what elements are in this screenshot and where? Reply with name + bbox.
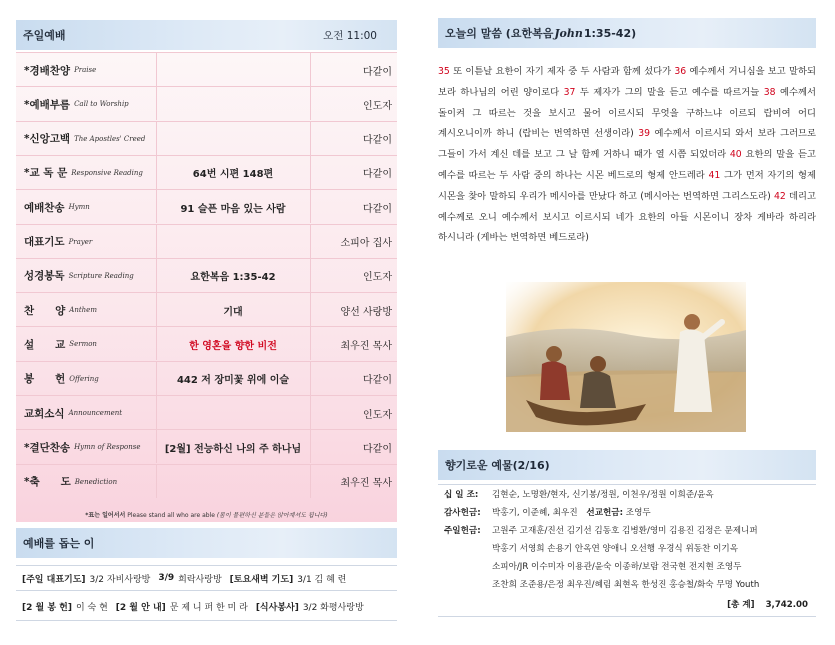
- column-divider: [310, 156, 311, 189]
- service-item-korean: *결단찬송: [24, 441, 71, 454]
- divider: [438, 484, 816, 485]
- service-item-leader: 양선 사랑방: [340, 306, 392, 318]
- service-item-korean: 설 교: [24, 338, 66, 351]
- order-of-service: [16, 52, 397, 522]
- offerings-title: 향기로운 예물(2/16): [445, 459, 550, 472]
- service-item-leader: 다같이: [363, 66, 392, 78]
- helper-value: 3/1 김 혜 련: [297, 574, 347, 585]
- service-item-content: 91 슬픈 마음 있는 사람: [180, 203, 286, 215]
- scripture-title-script: John: [554, 26, 583, 40]
- service-item-title: [24, 465, 117, 499]
- sunday-names-1: 고원주 고재훈/진선 김기선 김동호 김병환/영미 김용진 김정은 문제니퍼: [492, 526, 758, 536]
- offering-total: [727, 598, 808, 610]
- service-item-content: [156, 225, 310, 259]
- service-item-title: [24, 156, 143, 190]
- offerings-header: [438, 450, 816, 480]
- helper-value: 희락사랑방: [178, 574, 222, 585]
- verse-text: 데리고 예수께로 오니 예수께서 보시고 이르시되 네가 요한의 아들 시몬이니 장차 게바라 하리라 하시니라 (게바는 번역하면 베드로라): [438, 190, 816, 244]
- verse-number: 41: [708, 169, 721, 181]
- service-item-content: 64번 시편 148편: [192, 169, 274, 181]
- service-item-korean: 찬 양: [24, 304, 66, 317]
- footnote-bold: *표는 일어서서: [85, 512, 126, 519]
- helper-label: [2 월 안 내]: [115, 602, 166, 613]
- verse-number: 38: [763, 86, 776, 98]
- service-item-content: [156, 53, 310, 87]
- verse-number: 35: [438, 66, 450, 77]
- column-divider: [310, 122, 311, 155]
- service-item-leader: 다같이: [363, 443, 392, 455]
- helpers-section: [16, 565, 397, 623]
- service-item-korean: *경배찬양: [24, 64, 71, 77]
- column-divider: [310, 362, 311, 395]
- service-row: [16, 52, 397, 86]
- service-item-leader: 다같이: [363, 375, 392, 387]
- service-item-title: [24, 259, 134, 293]
- verse-number: 39: [638, 128, 651, 140]
- service-row: [16, 258, 397, 292]
- column-divider: [310, 293, 311, 326]
- service-item-title: [24, 190, 90, 224]
- service-item-leader: 최우진 목사: [340, 478, 392, 490]
- verse-number: 42: [773, 190, 786, 202]
- scripture-title-suffix: 1:35-42): [583, 26, 637, 40]
- divider: [16, 565, 397, 566]
- service-item-title: [24, 362, 99, 396]
- tithe-label-text: 십 일 조:: [444, 490, 479, 500]
- service-item-title: [24, 430, 140, 464]
- service-item-korean: 예배찬송: [24, 201, 65, 214]
- service-item-content: 한 영혼을 향한 비전: [189, 340, 277, 352]
- service-item-leader: 인도자: [363, 409, 392, 421]
- service-item-english: Prayer: [68, 237, 93, 246]
- service-item-content: [2월] 전능하신 나의 주 하나님: [164, 443, 302, 455]
- service-item-english: Announcement: [68, 409, 123, 417]
- footnote-italic: (몸이 불편하신 분들은 앉아계셔도 됩니다): [216, 512, 328, 519]
- service-item-content: 442 저 장미꽃 위에 이슬: [176, 375, 290, 387]
- helper-value: 3/2 자비사랑방: [89, 574, 151, 585]
- service-item-title: [24, 327, 97, 361]
- column-divider: [310, 327, 311, 360]
- column-divider: [310, 259, 311, 292]
- verse-text: 요한의 말을 듣고 예수를 따르는 두 사람 중의 하나는 시몬 베드로의 형제 안드레라: [438, 149, 816, 181]
- service-item-content: [156, 465, 310, 499]
- service-item-korean: 교회소식: [24, 407, 65, 420]
- service-item-korean: *예배부름: [24, 98, 71, 111]
- service-row: [16, 429, 397, 463]
- service-item-content: [156, 122, 310, 156]
- service-item-english: Responsive Reading: [71, 168, 143, 177]
- service-item-leader: 최우진 목사: [340, 340, 392, 352]
- divider: [16, 620, 397, 621]
- service-item-english: Praise: [74, 66, 97, 74]
- service-item-korean: 봉 헌: [24, 373, 66, 386]
- service-row: [16, 326, 397, 360]
- service-item-english: Anthem: [69, 306, 97, 315]
- scripture-header: [438, 18, 816, 48]
- service-item-title: [24, 225, 92, 259]
- service-item-content: 요한복음 1:35-42: [190, 272, 276, 284]
- helper-label: [2 월 봉 헌]: [22, 602, 72, 613]
- sunday-label: [444, 523, 486, 541]
- service-row: [16, 121, 397, 155]
- service-item-korean: *교 독 문: [24, 167, 68, 180]
- verse-text: 예수께서 이르시되 와서 보라 그러므로 그들이 가서 계신 데를 보고 그 날 함께 거하니 때가 열 시쯤 되었더라: [438, 128, 817, 161]
- thanks-label-text: 감사헌금:: [444, 508, 481, 518]
- service-item-title: [24, 87, 129, 121]
- verse-text: 두 제자가 그의 말을 듣고 예수를 따르거늘: [579, 86, 760, 98]
- column-divider: [310, 87, 311, 120]
- service-item-english: Benediction: [74, 477, 118, 486]
- column-divider: [310, 396, 311, 429]
- helper-label: 3/9: [158, 573, 175, 583]
- service-item-leader: 인도자: [363, 100, 392, 112]
- verse-text: 예수께서 거니심을 보고 말하되 보라 하나님의 어린 양이로다: [438, 66, 816, 98]
- service-item-content: [156, 87, 310, 121]
- thanks-label: [444, 505, 486, 523]
- helpers-header: [16, 528, 397, 558]
- helpers-title: 예배를 돕는 이: [23, 537, 95, 550]
- thanks-names: 박홍기, 이준혜, 최우진: [492, 508, 578, 518]
- total-label: [총 계]: [727, 600, 755, 610]
- service-item-english: Sermon: [69, 340, 97, 349]
- service-item-title: [24, 396, 122, 430]
- service-item-korean: *신앙고백: [24, 133, 71, 146]
- tithe-names: 김현순, 노명환/현자, 신기봉/정원, 이천우/정원 이희준/윤옥: [492, 490, 714, 500]
- jesus-calls-disciples-painting: [506, 282, 746, 432]
- column-divider: [310, 465, 311, 498]
- mission-label: 선교헌금:: [586, 508, 624, 518]
- column-divider: [310, 190, 311, 223]
- verse-number: 40: [729, 149, 742, 161]
- helper-value: 이 숙 현: [75, 602, 108, 613]
- helpers-row-1: [22, 569, 354, 587]
- service-item-content: [156, 396, 310, 430]
- mission-names: 조영두: [625, 508, 651, 518]
- service-item-title: [24, 53, 96, 87]
- service-item-english: Call to Worship: [74, 100, 129, 109]
- service-item-english: The Apostles' Creed: [74, 134, 146, 143]
- helper-label: [토요새벽 기도]: [229, 574, 294, 585]
- offerings-section: [438, 484, 816, 618]
- service-title: 주일예배: [23, 29, 66, 42]
- divider: [16, 590, 397, 591]
- verse-number: 37: [563, 86, 576, 98]
- helper-label: [식사봉사]: [255, 602, 299, 613]
- helper-label: [주일 대표기도]: [22, 574, 86, 585]
- service-header: [16, 20, 397, 50]
- scripture-title-prefix: 오늘의 말씀 (요한복음: [445, 27, 554, 40]
- helper-value: 문 제 니 퍼 한 미 라: [169, 602, 248, 613]
- service-item-leader: 다같이: [363, 135, 392, 147]
- verse-text: 그가 먼저 자기의 형제 시몬을 찾아 말하되 우리가 메시아를 만났다 하고 (메시아는 번역하면 그리스도라): [438, 169, 816, 202]
- divider: [438, 616, 816, 617]
- service-item-korean: 성경봉독: [24, 270, 65, 283]
- sunday-names-4: 조찬희 조준용/은정 최우진/혜림 최현옥 한성진 홍승철/화숙 무명 Youth: [492, 580, 760, 590]
- sunday-names-3: 소피아/JR 이수미자 이용관/윤숙 이종하/보람 전국현 전지현 조영두: [492, 562, 742, 572]
- column-divider: [310, 430, 311, 463]
- service-row: [16, 189, 397, 223]
- helpers-row-2: [22, 597, 372, 615]
- thanks-row: [492, 505, 651, 523]
- service-time: 오전 11:00: [323, 29, 377, 42]
- service-row: [16, 464, 397, 498]
- footnote-text: Please stand all who are able: [125, 512, 217, 519]
- scripture-text: [438, 62, 816, 249]
- stand-footnote: [16, 510, 397, 519]
- service-item-leader: 인도자: [363, 272, 392, 284]
- column-divider: [310, 225, 311, 258]
- service-row: [16, 395, 397, 429]
- helper-value: 3/2 화평사랑방: [302, 602, 364, 613]
- service-row: [16, 224, 397, 258]
- service-item-title: [24, 122, 145, 156]
- sunday-label-text: 주일헌금:: [444, 526, 481, 536]
- service-item-korean: *축 도: [24, 476, 71, 489]
- service-row: [16, 361, 397, 395]
- service-item-english: Scripture Reading: [68, 271, 134, 280]
- service-item-leader: 소피아 집사: [340, 238, 392, 249]
- service-item-korean: 대표기도: [24, 236, 65, 248]
- verse-number: 36: [674, 66, 687, 77]
- service-item-english: Hymn: [68, 203, 90, 212]
- service-item-title: [24, 293, 97, 327]
- total-amount: 3,742.00: [765, 600, 808, 610]
- tithe-label: [444, 487, 483, 505]
- verse-text: 예수께서 돌이켜 그 따르는 것을 보시고 물어 이르시되 무엇을 구하느냐 이르되 랍비여 어디 계시오니이까 하니 (랍비는 번역하면 선생이라): [438, 86, 816, 140]
- column-divider: [310, 53, 311, 86]
- service-row: [16, 155, 397, 189]
- service-item-english: Offering: [69, 374, 99, 383]
- sunday-names-2: 박홍기 서영희 손용기 안옥연 양애니 오선행 우경식 위동찬 이기옥: [492, 544, 738, 554]
- service-row: [16, 292, 397, 326]
- service-item-content: 기대: [223, 306, 243, 318]
- service-item-leader: 다같이: [363, 203, 392, 215]
- service-item-english: Hymn of Response: [74, 443, 141, 452]
- service-item-leader: 다같이: [363, 169, 392, 181]
- service-row: [16, 86, 397, 120]
- verse-text: 또 이튿날 요한이 자기 제자 중 두 사람과 함께 섰다가: [453, 66, 672, 77]
